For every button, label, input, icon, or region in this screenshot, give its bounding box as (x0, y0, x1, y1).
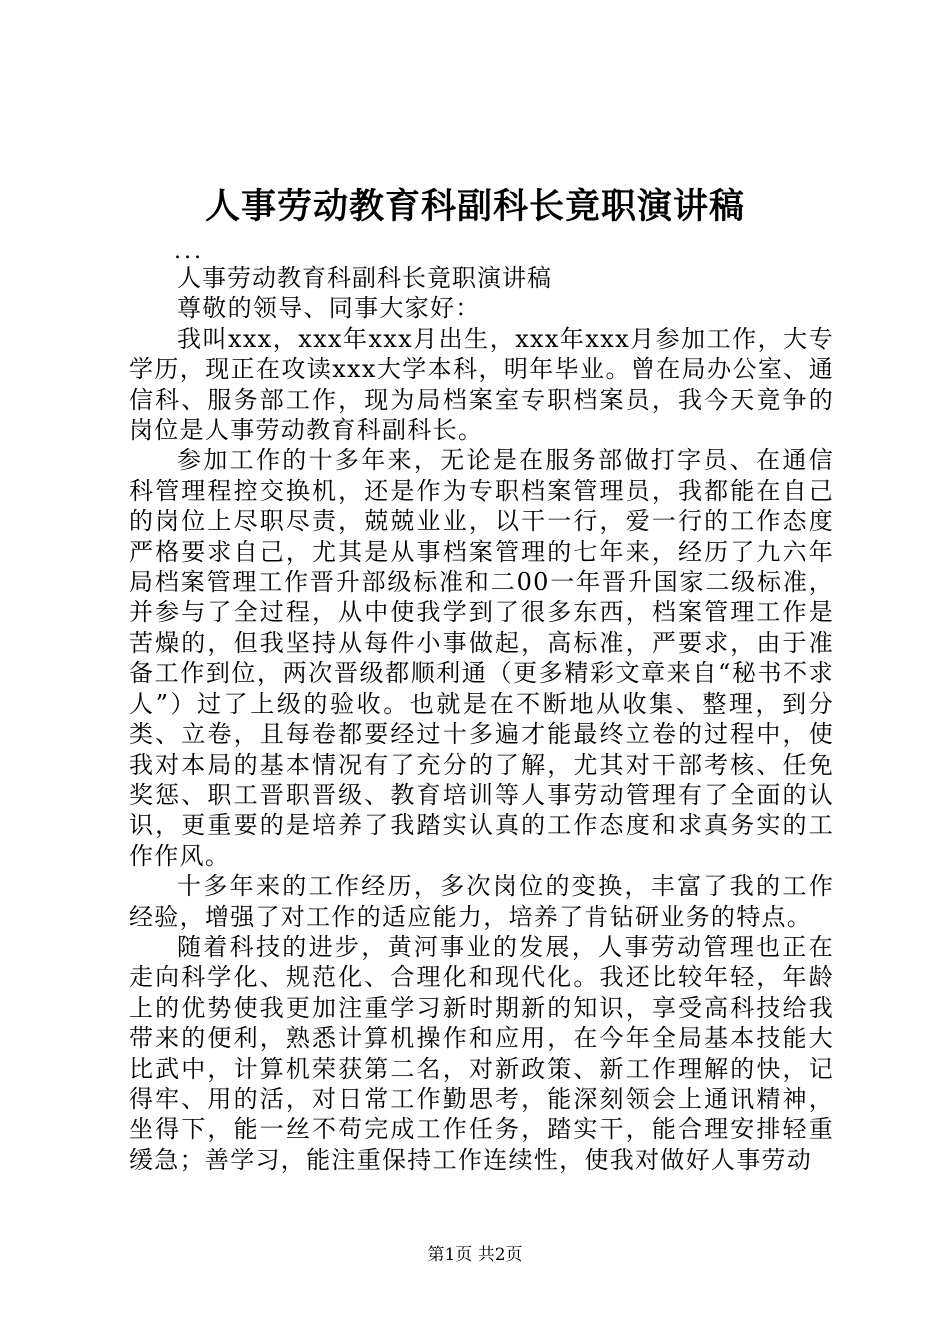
paragraph-subtitle: 人事劳动教育科副科长竟职演讲稿 (177, 264, 552, 292)
paragraph-strengths: 随着科技的进步，黄河事业的发展，人事劳动管理也正在走向科学化、规范化、合理化和现代化。我还比较年轻，年龄上的优势使我更加注重学习新时期新的知识，享受高科技给我带来的便利，熟悉计算机操作和应用，在今年全局基本技能大比武中，计算机荣获第二名，对新政策、新工作理解的快，记得牢、用的活，对日常工作勤思考，能深刻领会上通讯精神，坐得下，能一丝不苟完成工作任务，踏实干，能合理安排轻重缓急；善学习，能注重保持工作连续性，使我对做好人事劳动 (129, 932, 834, 1174)
paragraph-introduction: 我叫xxx，xxx年xxx月出生，xxx年xxx月参加工作，大专学历，现正在攻读xxx大学本科，明年毕业。曾在局办公室、通信科、服务部工作，现为局档案室专职档案员，我今天竟争的岗位是人事劳动教育科副科长。 (129, 324, 834, 445)
paragraph-greeting: 尊敬的领导、同事大家好： (177, 294, 481, 323)
document-title: 人事劳动教育科副科长竟职演讲稿 (204, 186, 745, 227)
ellipsis-marker: ... (174, 239, 204, 264)
paragraph-work-experience: 参加工作的十多年来，无论是在服务部做打字员、在通信科管理程控交换机，还是作为专职档案管理员，我都能在自己的岗位上尽职尽责，兢兢业业，以干一行，爱一行的工作态度严格要求自己，尤其是从事档案管理的七年来，经历了九六年局档案管理工作晋升部级标准和二00一年晋升国家二级标准，并参与了全过程，从中使我学到了很多东西，档案管理工作是苦燥的，但我坚持从每件小事做起，高标准，严要求，由于准备工作到位，两次晋级都顺利通（更多精彩文章来自“秘书不求人”）过了上级的验收。也就是在不断地从收集、整理，到分类、立卷，且每卷都要经过十多遍才能最终立卷的过程中，使我对本局的基本情况有了充分的了解，尤其对干部考核、任免奖惩、职工晋职晋级、教育培训等人事劳动管理有了全面的认识，更重要的是培养了我踏实认真的工作态度和求真务实的工作作风。 (129, 446, 834, 870)
page-footer: 第1页 共2页 (427, 1245, 523, 1265)
document-body (129, 241, 834, 1175)
paragraph-experience-summary: 十多年来的工作经历，多次岗位的变换，丰富了我的工作经验，增强了对工作的适应能力，培养了肯钻研业务的特点。 (129, 872, 834, 931)
